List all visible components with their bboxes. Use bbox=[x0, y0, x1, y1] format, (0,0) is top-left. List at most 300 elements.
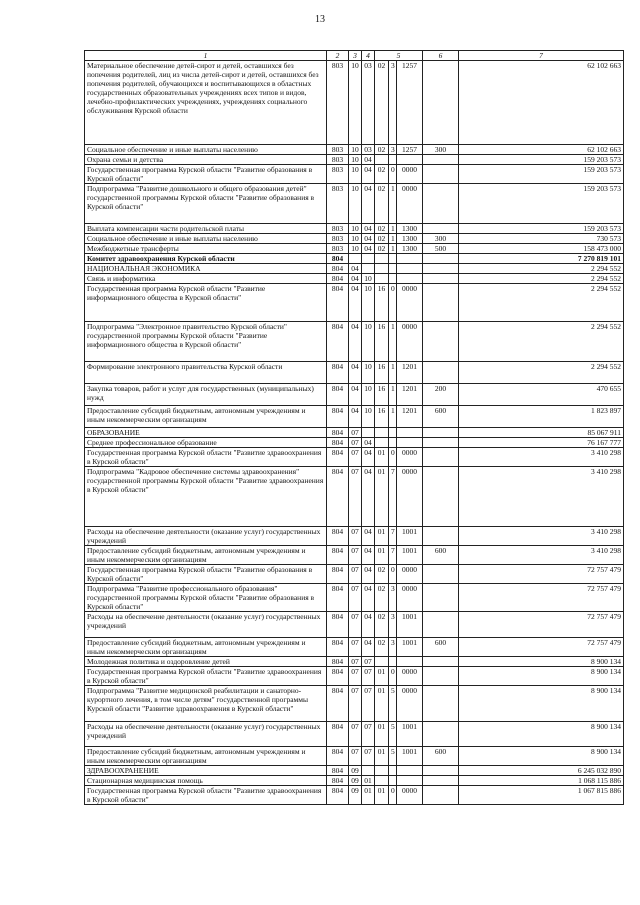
row-program-cell: 01 bbox=[375, 546, 389, 565]
row-vr-cell bbox=[423, 467, 459, 527]
row-rz-cell bbox=[349, 254, 362, 264]
row-name-cell: Государственная программа Курской области "Развитие образования в Курской области" bbox=[85, 565, 327, 584]
row-name-cell: Формирование электронного правительства Курской области bbox=[85, 362, 327, 384]
row-name-cell: НАЦИОНАЛЬНАЯ ЭКОНОМИКА bbox=[85, 264, 327, 274]
row-sum-cell: 1 823 897 bbox=[459, 406, 624, 428]
row-program-cell: 16 bbox=[375, 362, 389, 384]
row-rz-cell: 07 bbox=[349, 686, 362, 722]
row-subprogram-cell: 5 bbox=[389, 747, 397, 766]
row-gr-cell: 804 bbox=[327, 384, 349, 406]
row-rz-cell: 10 bbox=[349, 145, 362, 155]
row-vr-cell bbox=[423, 165, 459, 184]
row-pr-cell bbox=[362, 264, 375, 274]
row-direction-cell: 1300 bbox=[397, 224, 423, 234]
row-program-cell: 02 bbox=[375, 584, 389, 612]
row-direction-cell: 0000 bbox=[397, 322, 423, 362]
row-subprogram-cell: 1 bbox=[389, 244, 397, 254]
row-pr-cell: 07 bbox=[362, 667, 375, 686]
row-sum-cell: 2 294 552 bbox=[459, 362, 624, 384]
row-program-cell bbox=[375, 657, 389, 667]
row-subprogram-cell: 3 bbox=[389, 584, 397, 612]
row-vr-cell bbox=[423, 565, 459, 584]
row-program-cell: 01 bbox=[375, 527, 389, 546]
row-vr-cell bbox=[423, 284, 459, 322]
row-rz-cell: 10 bbox=[349, 224, 362, 234]
row-rz-cell: 07 bbox=[349, 612, 362, 638]
row-sum-cell: 159 203 573 bbox=[459, 224, 624, 234]
row-sum-cell: 1 067 815 886 bbox=[459, 786, 624, 805]
table-row bbox=[85, 565, 624, 584]
row-vr-cell bbox=[423, 264, 459, 274]
row-direction-cell: 0000 bbox=[397, 584, 423, 612]
table-row bbox=[85, 584, 624, 612]
row-subprogram-cell: 7 bbox=[389, 546, 397, 565]
row-gr-cell: 804 bbox=[327, 612, 349, 638]
row-direction-cell bbox=[397, 776, 423, 786]
row-direction-cell: 0000 bbox=[397, 448, 423, 467]
row-gr-cell: 804 bbox=[327, 284, 349, 322]
row-program-cell: 01 bbox=[375, 686, 389, 722]
row-sum-cell: 1 068 115 886 bbox=[459, 776, 624, 786]
row-program-cell: 02 bbox=[375, 565, 389, 584]
row-name-cell: Государственная программа Курской области "Развитие здравоохранения в Курской области" bbox=[85, 667, 327, 686]
row-subprogram-cell: 5 bbox=[389, 686, 397, 722]
row-sum-cell: 3 410 298 bbox=[459, 546, 624, 565]
row-sum-cell: 2 294 552 bbox=[459, 274, 624, 284]
table-row bbox=[85, 406, 624, 428]
row-sum-cell: 159 203 573 bbox=[459, 165, 624, 184]
row-name-cell: Молодежная политика и оздоровление детей bbox=[85, 657, 327, 667]
row-name-cell: Выплата компенсации части родительской платы bbox=[85, 224, 327, 234]
row-direction-cell: 1201 bbox=[397, 384, 423, 406]
row-program-cell: 02 bbox=[375, 224, 389, 234]
row-gr-cell: 804 bbox=[327, 786, 349, 805]
row-gr-cell: 804 bbox=[327, 264, 349, 274]
row-rz-cell: 04 bbox=[349, 362, 362, 384]
table-row bbox=[85, 184, 624, 224]
row-subprogram-cell: 0 bbox=[389, 565, 397, 584]
row-program-cell: 16 bbox=[375, 322, 389, 362]
row-gr-cell: 804 bbox=[327, 406, 349, 428]
row-gr-cell: 804 bbox=[327, 667, 349, 686]
row-name-cell: ЗДРАВООХРАНЕНИЕ bbox=[85, 766, 327, 776]
row-gr-cell: 804 bbox=[327, 546, 349, 565]
row-rz-cell: 04 bbox=[349, 384, 362, 406]
row-rz-cell: 07 bbox=[349, 657, 362, 667]
row-rz-cell: 04 bbox=[349, 406, 362, 428]
table-row bbox=[85, 428, 624, 438]
row-subprogram-cell: 1 bbox=[389, 362, 397, 384]
row-vr-cell bbox=[423, 657, 459, 667]
row-rz-cell: 07 bbox=[349, 638, 362, 657]
row-vr-cell bbox=[423, 61, 459, 145]
row-program-cell: 01 bbox=[375, 786, 389, 805]
row-vr-cell: 600 bbox=[423, 546, 459, 565]
row-gr-cell: 804 bbox=[327, 584, 349, 612]
row-rz-cell: 04 bbox=[349, 274, 362, 284]
row-name-cell: Расходы на обеспечение деятельности (оказание услуг) государственных учреждений bbox=[85, 612, 327, 638]
row-sum-cell: 8 900 134 bbox=[459, 722, 624, 747]
row-pr-cell: 04 bbox=[362, 155, 375, 165]
row-subprogram-cell bbox=[389, 766, 397, 776]
row-program-cell: 01 bbox=[375, 467, 389, 527]
row-direction-cell bbox=[397, 264, 423, 274]
row-name-cell: Государственная программа Курской области "Развитие здравоохранения в Курской области" bbox=[85, 448, 327, 467]
row-pr-cell: 03 bbox=[362, 145, 375, 155]
row-pr-cell: 10 bbox=[362, 284, 375, 322]
row-program-cell bbox=[375, 155, 389, 165]
table-row bbox=[85, 667, 624, 686]
row-sum-cell: 158 473 000 bbox=[459, 244, 624, 254]
row-pr-cell: 04 bbox=[362, 638, 375, 657]
table-row bbox=[85, 284, 624, 322]
row-sum-cell: 3 410 298 bbox=[459, 467, 624, 527]
row-pr-cell: 10 bbox=[362, 274, 375, 284]
row-rz-cell: 09 bbox=[349, 766, 362, 776]
header-cell: 6 bbox=[423, 51, 459, 61]
row-sum-cell: 85 067 911 bbox=[459, 428, 624, 438]
row-pr-cell: 04 bbox=[362, 612, 375, 638]
row-gr-cell: 804 bbox=[327, 638, 349, 657]
table-row bbox=[85, 766, 624, 776]
row-sum-cell: 8 900 134 bbox=[459, 747, 624, 766]
table-row bbox=[85, 322, 624, 362]
row-vr-cell bbox=[423, 584, 459, 612]
row-vr-cell: 500 bbox=[423, 244, 459, 254]
row-sum-cell: 159 203 573 bbox=[459, 155, 624, 165]
row-gr-cell: 804 bbox=[327, 322, 349, 362]
row-vr-cell bbox=[423, 184, 459, 224]
row-gr-cell: 804 bbox=[327, 722, 349, 747]
row-subprogram-cell bbox=[389, 438, 397, 448]
table-row bbox=[85, 384, 624, 406]
row-pr-cell: 04 bbox=[362, 448, 375, 467]
row-rz-cell: 07 bbox=[349, 565, 362, 584]
row-subprogram-cell: 1 bbox=[389, 184, 397, 224]
row-subprogram-cell: 1 bbox=[389, 406, 397, 428]
table-row bbox=[85, 786, 624, 805]
table-row bbox=[85, 234, 624, 244]
row-name-cell: Социальное обеспечение и иные выплаты населению bbox=[85, 145, 327, 155]
header-cell: 1 bbox=[85, 51, 327, 61]
row-subprogram-cell: 0 bbox=[389, 448, 397, 467]
row-sum-cell: 2 294 552 bbox=[459, 264, 624, 274]
budget-table bbox=[84, 50, 624, 805]
row-pr-cell bbox=[362, 254, 375, 264]
row-pr-cell bbox=[362, 428, 375, 438]
row-program-cell: 02 bbox=[375, 244, 389, 254]
row-sum-cell: 76 167 777 bbox=[459, 438, 624, 448]
table-row bbox=[85, 686, 624, 722]
table-row bbox=[85, 155, 624, 165]
row-direction-cell bbox=[397, 438, 423, 448]
row-rz-cell: 07 bbox=[349, 546, 362, 565]
row-program-cell bbox=[375, 274, 389, 284]
row-program-cell: 02 bbox=[375, 61, 389, 145]
row-name-cell: Предоставление субсидий бюджетным, автономным учреждениям и иным некоммерческим организациям bbox=[85, 546, 327, 565]
row-subprogram-cell: 3 bbox=[389, 612, 397, 638]
header-cell: 7 bbox=[459, 51, 624, 61]
row-subprogram-cell: 7 bbox=[389, 527, 397, 546]
row-program-cell: 02 bbox=[375, 234, 389, 244]
row-direction-cell: 1001 bbox=[397, 638, 423, 657]
row-program-cell bbox=[375, 766, 389, 776]
row-subprogram-cell: 1 bbox=[389, 322, 397, 362]
row-gr-cell: 803 bbox=[327, 184, 349, 224]
row-name-cell: Государственная программа Курской области "Развитие здравоохранения в Курской области" bbox=[85, 786, 327, 805]
header-cell: 2 bbox=[327, 51, 349, 61]
table-row bbox=[85, 362, 624, 384]
row-sum-cell: 72 757 479 bbox=[459, 612, 624, 638]
row-gr-cell: 804 bbox=[327, 565, 349, 584]
row-vr-cell bbox=[423, 667, 459, 686]
row-gr-cell: 804 bbox=[327, 254, 349, 264]
row-name-cell: Подпрограмма "Кадровое обеспечение системы здравоохранения" государственной программы Курской области "Развитие здравоохранения в Курской области" bbox=[85, 467, 327, 527]
row-sum-cell: 72 757 479 bbox=[459, 565, 624, 584]
table-row bbox=[85, 145, 624, 155]
row-program-cell bbox=[375, 776, 389, 786]
row-pr-cell bbox=[362, 766, 375, 776]
row-name-cell: Подпрограмма "Электронное правительство Курской области" государственной программы Курской области "Развитие информационного общества в Курской области" bbox=[85, 322, 327, 362]
row-name-cell: Предоставление субсидий бюджетным, автономным учреждениям и иным некоммерческим организациям bbox=[85, 747, 327, 766]
row-name-cell: ОБРАЗОВАНИЕ bbox=[85, 428, 327, 438]
row-pr-cell: 07 bbox=[362, 686, 375, 722]
row-sum-cell: 72 757 479 bbox=[459, 638, 624, 657]
row-name-cell: Закупка товаров, работ и услуг для государственных (муниципальных) нужд bbox=[85, 384, 327, 406]
row-name-cell: Комитет здравоохранения Курской области bbox=[85, 254, 327, 264]
row-gr-cell: 804 bbox=[327, 274, 349, 284]
table-row bbox=[85, 244, 624, 254]
row-subprogram-cell bbox=[389, 657, 397, 667]
row-sum-cell: 8 900 134 bbox=[459, 657, 624, 667]
row-gr-cell: 804 bbox=[327, 467, 349, 527]
row-direction-cell bbox=[397, 428, 423, 438]
row-rz-cell: 10 bbox=[349, 234, 362, 244]
header-cell: 5 bbox=[375, 51, 423, 61]
row-vr-cell: 300 bbox=[423, 234, 459, 244]
table-row bbox=[85, 527, 624, 546]
row-sum-cell: 2 294 552 bbox=[459, 284, 624, 322]
row-sum-cell: 3 410 298 bbox=[459, 448, 624, 467]
row-gr-cell: 803 bbox=[327, 145, 349, 155]
row-subprogram-cell bbox=[389, 274, 397, 284]
row-vr-cell: 300 bbox=[423, 145, 459, 155]
row-name-cell: Расходы на обеспечение деятельности (оказание услуг) государственных учреждений bbox=[85, 722, 327, 747]
row-gr-cell: 804 bbox=[327, 438, 349, 448]
row-pr-cell: 10 bbox=[362, 406, 375, 428]
table-header-row bbox=[85, 51, 624, 61]
row-gr-cell: 803 bbox=[327, 234, 349, 244]
row-program-cell: 02 bbox=[375, 638, 389, 657]
row-pr-cell: 10 bbox=[362, 362, 375, 384]
row-name-cell: Связь и информатика bbox=[85, 274, 327, 284]
row-vr-cell bbox=[423, 155, 459, 165]
row-program-cell: 01 bbox=[375, 722, 389, 747]
row-direction-cell: 1300 bbox=[397, 234, 423, 244]
row-program-cell: 01 bbox=[375, 667, 389, 686]
row-program-cell: 16 bbox=[375, 284, 389, 322]
row-rz-cell: 07 bbox=[349, 448, 362, 467]
row-name-cell: Подпрограмма "Развитие профессионального образования" государственной программы Курской области "Развитие образования в Курской области" bbox=[85, 584, 327, 612]
table-row bbox=[85, 61, 624, 145]
row-subprogram-cell bbox=[389, 776, 397, 786]
row-direction-cell: 0000 bbox=[397, 284, 423, 322]
row-vr-cell bbox=[423, 686, 459, 722]
row-gr-cell: 804 bbox=[327, 657, 349, 667]
row-program-cell: 02 bbox=[375, 184, 389, 224]
row-rz-cell: 10 bbox=[349, 244, 362, 254]
row-rz-cell: 07 bbox=[349, 584, 362, 612]
row-gr-cell: 804 bbox=[327, 776, 349, 786]
row-rz-cell: 07 bbox=[349, 722, 362, 747]
row-sum-cell: 8 900 134 bbox=[459, 667, 624, 686]
row-subprogram-cell: 0 bbox=[389, 165, 397, 184]
row-rz-cell: 04 bbox=[349, 264, 362, 274]
row-vr-cell bbox=[423, 722, 459, 747]
row-name-cell: Среднее профессиональное образование bbox=[85, 438, 327, 448]
row-rz-cell: 07 bbox=[349, 467, 362, 527]
row-vr-cell: 600 bbox=[423, 406, 459, 428]
table-row bbox=[85, 638, 624, 657]
row-subprogram-cell bbox=[389, 264, 397, 274]
row-sum-cell: 6 245 032 890 bbox=[459, 766, 624, 776]
row-pr-cell: 04 bbox=[362, 527, 375, 546]
row-sum-cell: 3 410 298 bbox=[459, 527, 624, 546]
row-gr-cell: 804 bbox=[327, 686, 349, 722]
row-gr-cell: 803 bbox=[327, 244, 349, 254]
row-gr-cell: 804 bbox=[327, 428, 349, 438]
row-pr-cell: 10 bbox=[362, 384, 375, 406]
table-row bbox=[85, 224, 624, 234]
row-vr-cell bbox=[423, 428, 459, 438]
row-program-cell bbox=[375, 438, 389, 448]
row-vr-cell bbox=[423, 766, 459, 776]
row-direction-cell: 1201 bbox=[397, 406, 423, 428]
row-name-cell: Расходы на обеспечение деятельности (оказание услуг) государственных учреждений bbox=[85, 527, 327, 546]
row-subprogram-cell: 7 bbox=[389, 467, 397, 527]
row-rz-cell: 07 bbox=[349, 747, 362, 766]
row-direction-cell bbox=[397, 254, 423, 264]
row-name-cell: Предоставление субсидий бюджетным, автономным учреждениям и иным некоммерческим организациям bbox=[85, 406, 327, 428]
table-row bbox=[85, 657, 624, 667]
row-pr-cell: 04 bbox=[362, 224, 375, 234]
row-sum-cell: 62 102 663 bbox=[459, 145, 624, 155]
table-row bbox=[85, 776, 624, 786]
row-gr-cell: 804 bbox=[327, 362, 349, 384]
row-vr-cell bbox=[423, 612, 459, 638]
row-vr-cell: 600 bbox=[423, 747, 459, 766]
row-subprogram-cell bbox=[389, 428, 397, 438]
row-pr-cell: 10 bbox=[362, 322, 375, 362]
row-program-cell bbox=[375, 254, 389, 264]
row-vr-cell bbox=[423, 438, 459, 448]
table-row bbox=[85, 722, 624, 747]
row-name-cell: Социальное обеспечение и иные выплаты населению bbox=[85, 234, 327, 244]
row-rz-cell: 07 bbox=[349, 428, 362, 438]
row-name-cell: Межбюджетные трансферты bbox=[85, 244, 327, 254]
table-row bbox=[85, 274, 624, 284]
row-rz-cell: 10 bbox=[349, 165, 362, 184]
row-program-cell: 02 bbox=[375, 145, 389, 155]
row-direction-cell: 1001 bbox=[397, 612, 423, 638]
row-rz-cell: 10 bbox=[349, 184, 362, 224]
row-gr-cell: 803 bbox=[327, 155, 349, 165]
row-rz-cell: 10 bbox=[349, 61, 362, 145]
row-vr-cell: 200 bbox=[423, 384, 459, 406]
row-subprogram-cell: 0 bbox=[389, 284, 397, 322]
row-subprogram-cell: 1 bbox=[389, 234, 397, 244]
row-direction-cell: 0000 bbox=[397, 165, 423, 184]
row-subprogram-cell: 0 bbox=[389, 786, 397, 805]
row-rz-cell: 04 bbox=[349, 322, 362, 362]
row-direction-cell: 1201 bbox=[397, 362, 423, 384]
row-direction-cell bbox=[397, 155, 423, 165]
row-name-cell: Предоставление субсидий бюджетным, автономным учреждениям и иным некоммерческим организациям bbox=[85, 638, 327, 657]
row-sum-cell: 8 900 134 bbox=[459, 686, 624, 722]
table-row bbox=[85, 467, 624, 527]
row-pr-cell: 04 bbox=[362, 438, 375, 448]
row-gr-cell: 803 bbox=[327, 224, 349, 234]
row-sum-cell: 730 573 bbox=[459, 234, 624, 244]
table-row bbox=[85, 747, 624, 766]
table-row bbox=[85, 254, 624, 264]
row-direction-cell: 0000 bbox=[397, 667, 423, 686]
row-gr-cell: 804 bbox=[327, 766, 349, 776]
row-subprogram-cell bbox=[389, 254, 397, 264]
row-rz-cell: 07 bbox=[349, 438, 362, 448]
row-program-cell: 02 bbox=[375, 612, 389, 638]
row-vr-cell bbox=[423, 274, 459, 284]
row-gr-cell: 804 bbox=[327, 527, 349, 546]
row-vr-cell bbox=[423, 527, 459, 546]
row-vr-cell bbox=[423, 254, 459, 264]
page-number: 13 bbox=[315, 14, 325, 25]
row-rz-cell: 07 bbox=[349, 667, 362, 686]
row-direction-cell: 0000 bbox=[397, 467, 423, 527]
row-sum-cell: 72 757 479 bbox=[459, 584, 624, 612]
row-name-cell: Государственная программа Курской области "Развитие информационного общества в Курской области" bbox=[85, 284, 327, 322]
row-vr-cell bbox=[423, 224, 459, 234]
row-pr-cell: 04 bbox=[362, 565, 375, 584]
table-row bbox=[85, 264, 624, 274]
row-pr-cell: 03 bbox=[362, 61, 375, 145]
row-vr-cell bbox=[423, 786, 459, 805]
row-subprogram-cell bbox=[389, 155, 397, 165]
table-row bbox=[85, 546, 624, 565]
row-gr-cell: 803 bbox=[327, 165, 349, 184]
row-pr-cell: 04 bbox=[362, 165, 375, 184]
row-pr-cell: 01 bbox=[362, 786, 375, 805]
row-direction-cell: 1257 bbox=[397, 61, 423, 145]
row-vr-cell bbox=[423, 362, 459, 384]
row-pr-cell: 04 bbox=[362, 584, 375, 612]
row-name-cell: Материальное обеспечение детей-сирот и детей, оставшихся без попечения родителей, лиц из числа детей-сирот и детей, оставшихся без попечения родителей, обучающихся и воспитывающихся в областных государственных образовательных учреждениях всех типов и видов, лечебно-профилактических учреждениях, учреждениях социального обслуживания Курской области bbox=[85, 61, 327, 145]
table-row bbox=[85, 438, 624, 448]
row-pr-cell: 07 bbox=[362, 657, 375, 667]
header-cell: 4 bbox=[362, 51, 375, 61]
table-row bbox=[85, 165, 624, 184]
row-direction-cell: 1001 bbox=[397, 527, 423, 546]
row-rz-cell: 10 bbox=[349, 155, 362, 165]
row-subprogram-cell: 0 bbox=[389, 667, 397, 686]
row-rz-cell: 09 bbox=[349, 776, 362, 786]
row-sum-cell: 470 655 bbox=[459, 384, 624, 406]
row-program-cell: 16 bbox=[375, 384, 389, 406]
row-direction-cell bbox=[397, 766, 423, 776]
row-rz-cell: 04 bbox=[349, 284, 362, 322]
row-pr-cell: 04 bbox=[362, 234, 375, 244]
row-sum-cell: 7 270 819 101 bbox=[459, 254, 624, 264]
